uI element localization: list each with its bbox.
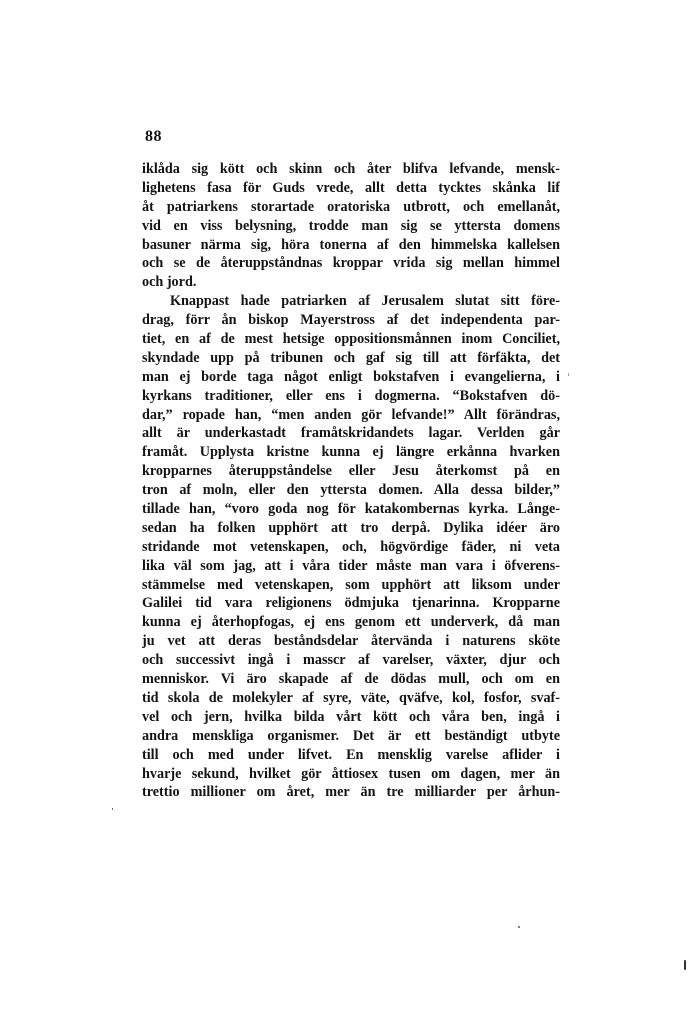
page-number: 88 <box>145 128 162 145</box>
text-line: man ej borde taga något enligt bokstafven i evangelierna, i <box>142 368 560 385</box>
text-line: framåt. Upplysta kristne kunna ej längre erkånna hvarken <box>142 444 560 461</box>
text-line: tillade han, “voro goda nog för katakombernas kyrka. Långe- <box>142 501 560 518</box>
text-line: Galilei tid vara religionens ödmjuka tjenarinna. Kropparne <box>142 595 560 612</box>
page-edge-mark <box>684 960 686 970</box>
text-line: allt är underkastadt framåtskridandets lagar. Verlden går <box>142 425 560 442</box>
text-line: och successivt ingå i masscr af varelser, växter, djur och <box>142 652 560 669</box>
text-line: och jord. <box>142 274 197 291</box>
text-line: stridande mot vetenskapen, och, högvördige fäder, ni veta <box>142 538 560 555</box>
text-line: tiet, en af de mest hetsige oppositionsmånnen inom Conciliet, <box>142 331 560 348</box>
text-line: kunna ej återhopfogas, ej ens genom ett underverk, då man <box>142 614 560 631</box>
text-line: kropparnes återuppståndelse eller Jesu återkomst på en <box>142 463 560 480</box>
print-speck <box>112 808 113 810</box>
text-line: till och med under lifvet. En mensklig varelse aflider i <box>142 746 560 763</box>
text-line: vel och jern, hvilka bilda vårt kött och våra ben, ingå i <box>142 708 560 725</box>
text-line: vid en viss belysning, trodde man sig se yttersta domens <box>142 217 560 234</box>
text-line: menniskor. Vi äro skapade af de dödas mull, och om en <box>142 671 560 688</box>
text-line: sedan ha folken upphört att tro derpå. Dylika idéer äro <box>142 519 560 536</box>
text-line: Knappast hade patriarken af Jerusalem slutat sitt före- <box>170 293 560 310</box>
text-line: andra menskliga organismer. Det är ett beständigt utbyte <box>142 727 560 744</box>
text-line: tron af moln, eller den yttersta domen. Alla dessa bilder,” <box>142 482 560 499</box>
body-text <box>142 160 560 802</box>
text-line: lika väl som jag, att i våra tider måste man vara i öfverens- <box>142 557 560 574</box>
text-line: drag, förr ån biskop Mayerstross af det independenta par- <box>142 312 560 329</box>
text-line: skyndade upp på tribunen och gaf sig till att förfäkta, det <box>142 349 560 366</box>
text-line: iklåda sig kött och skinn och åter blifva lefvande, mensk- <box>142 161 560 177</box>
text-line: åt patriarkens storartade oratoriska utbrott, och emellanåt, <box>142 198 560 215</box>
text-line: tid skola de molekyler af syre, väte, qväfve, kol, fosfor, svaf- <box>142 689 560 706</box>
text-line: basuner närma sig, höra tonerna af den himmelska kallelsen <box>142 236 560 253</box>
text-line: stämmelse med vetenskapen, som upphört att liksom under <box>142 576 560 593</box>
text-line: trettio millioner om året, mer än tre milliarder per århun- <box>142 784 560 801</box>
text-line: dar,” ropade han, “men anden gör lefvande!” Allt förändras, <box>142 406 560 423</box>
print-speck <box>518 926 520 928</box>
text-line: och se de återuppståndnas kroppar vrida sig mellan himmel <box>142 255 560 272</box>
text-line: hvarje sekund, hvilket gör åttiosex tusen om dagen, mer än <box>142 765 560 782</box>
text-line: lighetens fasa för Guds vrede, allt detta tycktes skånka lif <box>142 179 560 196</box>
text-line: kyrkans traditioner, eller ens i dogmerna. “Bokstafven dö- <box>142 387 560 404</box>
text-line: ju vet att deras beståndsdelar återvända i naturens sköte <box>142 633 560 650</box>
print-speck <box>568 373 569 376</box>
